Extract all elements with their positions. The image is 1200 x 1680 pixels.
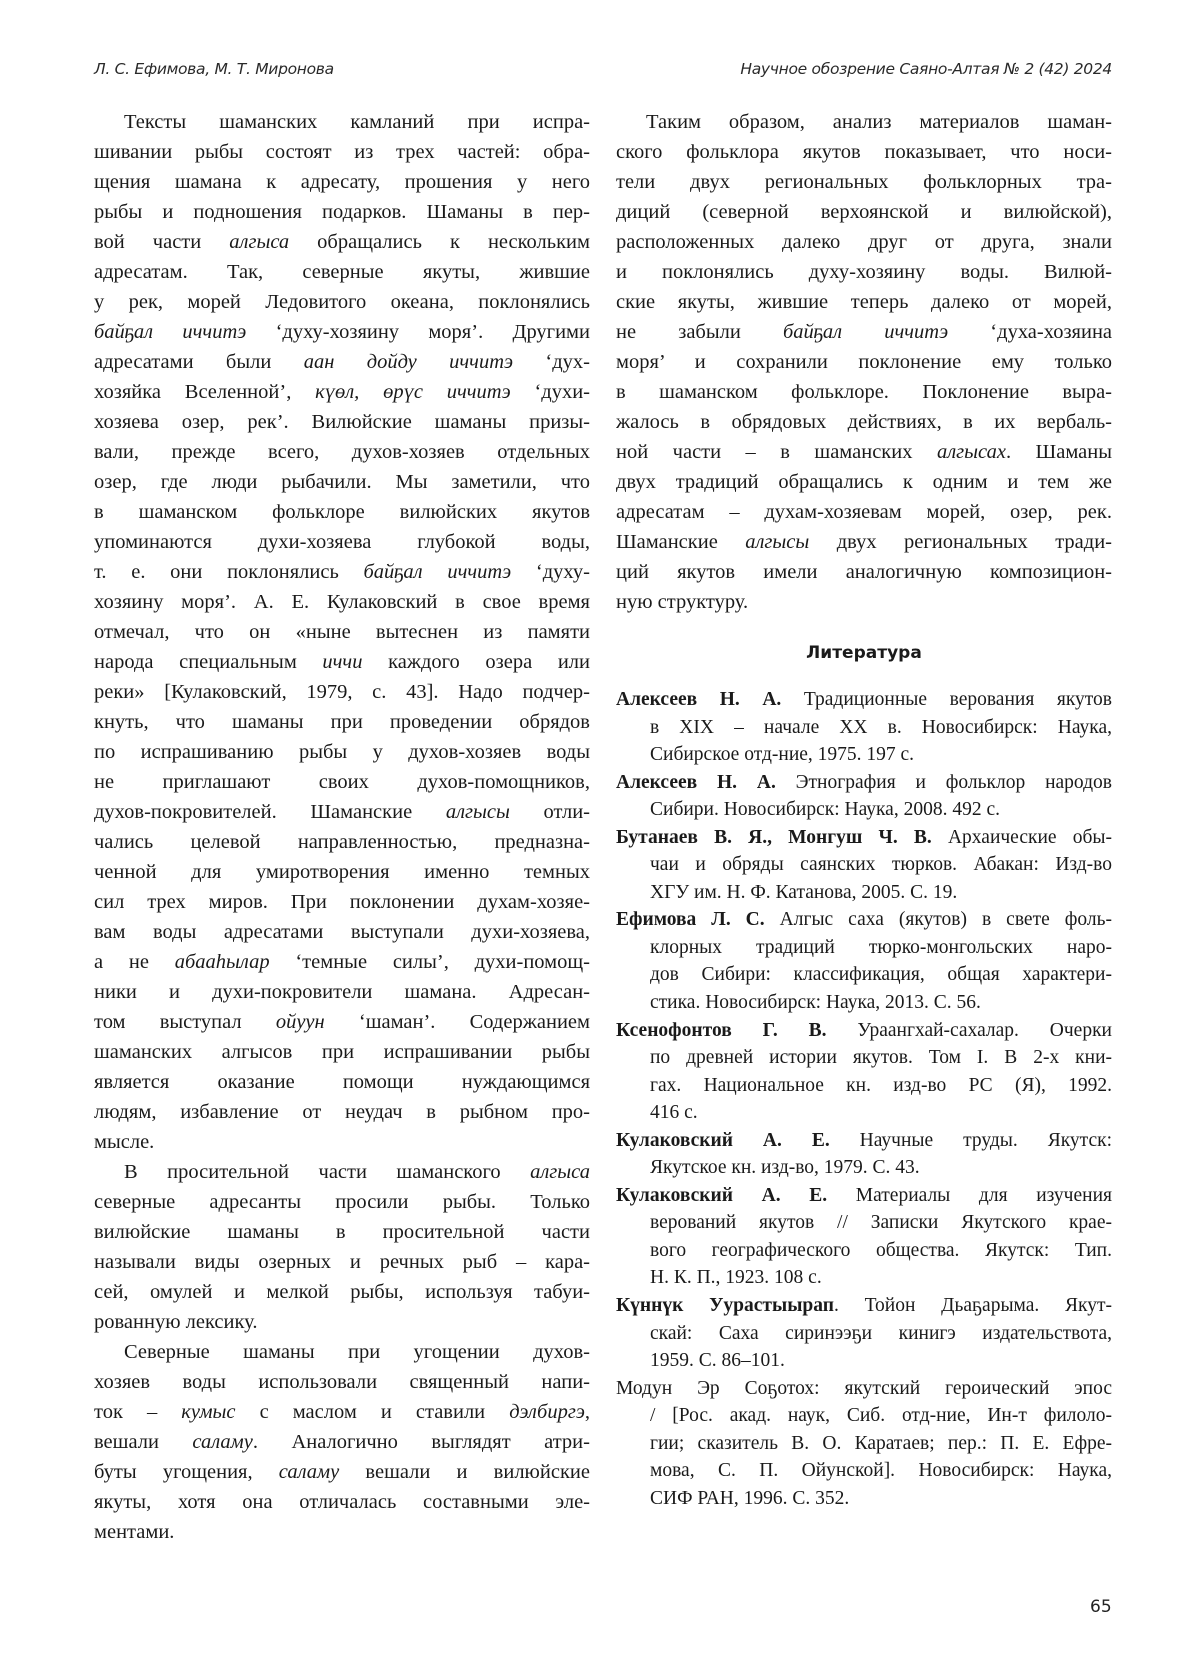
- text-run: ‘духу-хозяину моря’. Другими: [246, 321, 590, 343]
- reference-line: [616, 1264, 1112, 1292]
- text-run: ‘духа-хозяина: [948, 321, 1112, 343]
- yakut-term: аан дойду иччитэ: [304, 351, 513, 373]
- reference-line: [616, 1127, 1112, 1155]
- text-run: Модун Эр Соҕотох: якутский героический эпос: [616, 1378, 1112, 1399]
- text-run: Якутское кн. изд-во, 1979. С. 43.: [650, 1157, 920, 1178]
- text-run: по древней истории якутов. Том I. В 2-х кни-: [650, 1047, 1112, 1068]
- text-run: мысле.: [94, 1131, 154, 1153]
- running-header-authors: Л. С. Ефимова, М. Т. Миронова: [94, 60, 334, 78]
- text-run: сей, омулей и мелкой рыбы, используя табуи-: [94, 1281, 590, 1303]
- text-run: народа специальным: [94, 651, 322, 673]
- text-run: . Шаманы: [1006, 441, 1112, 463]
- paragraph: [616, 107, 1112, 617]
- text-run: . Аналогично выглядят атри-: [253, 1431, 590, 1453]
- text-run: Н. К. П., 1923. 108 с.: [650, 1267, 822, 1288]
- text-run: и поклонялись духу-хозяину воды. Вилюй-: [616, 261, 1112, 283]
- text-run: не приглашают своих духов-помощников,: [94, 771, 590, 793]
- text-run: жалось в обрядовых действиях, в их вербаль-: [616, 411, 1112, 433]
- text-line: [94, 947, 590, 977]
- text-run: верований якутов // Записки Якутского крае-: [650, 1212, 1112, 1233]
- text-line: [94, 1157, 590, 1187]
- left-column-text: [94, 107, 590, 1547]
- reference-item: [616, 906, 1112, 1016]
- text-run: хозяев воды использовали священный напи-: [94, 1371, 590, 1393]
- text-run: Научные труды. Якутск:: [830, 1130, 1112, 1151]
- text-line: [94, 887, 590, 917]
- reference-line: [616, 741, 1112, 769]
- text-run: называли виды озерных и речных рыб – кара-: [94, 1251, 590, 1273]
- text-run: Этнография и фольклор народов: [776, 772, 1112, 793]
- text-run: тели двух региональных фольклорных тра-: [616, 171, 1112, 193]
- text-line: [94, 617, 590, 647]
- text-run: хозяину моря’. А. Е. Кулаковский в свое время: [94, 591, 590, 613]
- text-run: у рек, морей Ледовитого океана, поклонялись: [94, 291, 590, 313]
- text-run: адресатам – духам-хозяевам морей, озер, рек.: [616, 501, 1112, 523]
- text-line: [94, 1307, 590, 1337]
- reference-author: Күннүк Уурастыырап: [616, 1295, 834, 1316]
- text-run: кнуть, что шаманы при проведении обрядов: [94, 711, 590, 733]
- text-line: [94, 737, 590, 767]
- reference-line: [616, 1402, 1112, 1430]
- text-line: [94, 557, 590, 587]
- reference-item: [616, 1127, 1112, 1182]
- text-run: людям, избавление от неудач в рыбном про-: [94, 1101, 590, 1123]
- text-run: вали, прежде всего, духов-хозяев отдельных: [94, 441, 590, 463]
- text-run: рыбы и подношения подарков. Шаманы в пер-: [94, 201, 590, 223]
- text-run: Северные шаманы при угощении духов-: [124, 1341, 590, 1363]
- text-line: [616, 527, 1112, 557]
- text-run: вилюйские шаманы в просительной части: [94, 1221, 590, 1243]
- text-run: Таким образом, анализ материалов шаман-: [646, 111, 1112, 133]
- text-run: озер, где люди рыбачили. Мы заметили, что: [94, 471, 590, 493]
- text-line: [94, 467, 590, 497]
- paragraph: [94, 107, 590, 1157]
- text-line: [94, 1067, 590, 1097]
- yakut-term: саламу: [279, 1461, 339, 1483]
- text-line: [94, 1127, 590, 1157]
- text-run: якуты, хотя она отличалась составными эле-: [94, 1491, 590, 1513]
- text-run: рованную лексику.: [94, 1311, 257, 1333]
- page-number: 65: [1090, 1597, 1112, 1617]
- text-run: отмечал, что он «ныне вытеснен из памяти: [94, 621, 590, 643]
- reference-line: [616, 1099, 1112, 1127]
- text-line: [94, 257, 590, 287]
- text-run: щения шамана к адресату, прошения у него: [94, 171, 590, 193]
- text-line: [94, 197, 590, 227]
- text-run: ченной для умиротворения именно темных: [94, 861, 590, 883]
- text-run: Ураангхай-сахалар. Очерки: [827, 1020, 1113, 1041]
- text-line: [616, 197, 1112, 227]
- text-line: [616, 257, 1112, 287]
- yakut-term: байҕал иччитэ: [364, 561, 512, 583]
- reference-item: [616, 1182, 1112, 1292]
- text-line: [616, 167, 1112, 197]
- text-run: является оказание помощи нуждающимся: [94, 1071, 590, 1093]
- text-run: вам воды адресатами выступали духи-хозяева,: [94, 921, 590, 943]
- reference-author: Кулаковский А. Е.: [616, 1185, 827, 1206]
- text-run: мова, С. П. Ойунской]. Новосибирск: Наука,: [650, 1460, 1112, 1481]
- text-run: 416 с.: [650, 1102, 698, 1123]
- text-run: ‘духи-: [511, 381, 590, 403]
- yakut-term: саламу: [192, 1431, 252, 1453]
- text-run: ского фольклора якутов показывает, что носи-: [616, 141, 1112, 163]
- text-run: реки» [Кулаковский, 1979, с. 43]. Надо подчер-: [94, 681, 590, 703]
- text-run: Материалы для изучения: [827, 1185, 1112, 1206]
- text-run: том выступал: [94, 1011, 276, 1033]
- yakut-term: ойуун: [276, 1011, 325, 1033]
- reference-item: [616, 824, 1112, 907]
- reference-line: [616, 1044, 1112, 1072]
- text-run: СИФ РАН, 1996. С. 352.: [650, 1488, 849, 1509]
- text-run: / [Рос. акад. наук, Сиб. отд-ние, Ин-т филоло-: [650, 1405, 1112, 1426]
- reference-line: [616, 851, 1112, 879]
- reference-line: [616, 1072, 1112, 1100]
- text-line: [94, 1427, 590, 1457]
- reference-line: [616, 686, 1112, 714]
- text-line: [94, 317, 590, 347]
- text-run: шивании рыбы состоят из трех частей: обра-: [94, 141, 590, 163]
- text-line: [94, 377, 590, 407]
- text-line: [94, 1007, 590, 1037]
- text-run: моря’ и сохранили поклонение ему только: [616, 351, 1112, 373]
- reference-line: [616, 934, 1112, 962]
- yakut-term: алгысы: [745, 531, 809, 553]
- text-run: клорных традиций тюрко-монгольских наро-: [650, 937, 1112, 958]
- text-run: в XIX – начале XX в. Новосибирск: Наука,: [650, 717, 1112, 738]
- text-line: [616, 377, 1112, 407]
- text-run: упоминаются духи-хозяева глубокой воды,: [94, 531, 590, 553]
- text-line: [94, 797, 590, 827]
- text-run: ские якуты, жившие теперь далеко от морей,: [616, 291, 1112, 313]
- reference-line: [616, 1292, 1112, 1320]
- yakut-term: байҕал иччитэ: [783, 321, 948, 343]
- text-line: [94, 977, 590, 1007]
- reference-line: [616, 1154, 1112, 1182]
- text-run: двух региональных тради-: [809, 531, 1112, 553]
- text-line: [94, 917, 590, 947]
- paragraph: [94, 1157, 590, 1337]
- text-line: [94, 827, 590, 857]
- text-run: Алгыс саха (якутов) в свете фоль-: [765, 909, 1112, 930]
- reference-author: Кулаковский А. Е.: [616, 1130, 830, 1151]
- reference-line: [616, 879, 1112, 907]
- text-line: [94, 647, 590, 677]
- text-line: [94, 1517, 590, 1547]
- reference-item: [616, 686, 1112, 769]
- text-line: [94, 1397, 590, 1427]
- reference-line: [616, 1375, 1112, 1403]
- text-run: чаи и обряды саянских тюрков. Абакан: Изд-во: [650, 854, 1112, 875]
- text-line: [94, 1277, 590, 1307]
- text-run: ‘духу-: [511, 561, 590, 583]
- text-run: шаманских алгысов при испрашивании рыбы: [94, 1041, 590, 1063]
- text-line: [616, 137, 1112, 167]
- text-run: а не: [94, 951, 175, 973]
- text-run: обращались к нескольким: [289, 231, 590, 253]
- text-run: В просительной части шаманского: [124, 1161, 530, 1183]
- text-run: не забыли: [616, 321, 783, 343]
- reference-author: Бутанаев В. Я., Монгуш Ч. В.: [616, 827, 932, 848]
- text-line: [616, 317, 1112, 347]
- text-run: расположенных далеко друг от друга, знали: [616, 231, 1112, 253]
- reference-line: [616, 1347, 1112, 1375]
- reference-line: [616, 1209, 1112, 1237]
- yakut-term: абааһылар: [175, 951, 270, 973]
- text-line: [94, 1097, 590, 1127]
- reference-author: Ефимова Л. С.: [616, 909, 765, 930]
- text-line: [94, 137, 590, 167]
- reference-line: [616, 824, 1112, 852]
- text-line: [94, 1217, 590, 1247]
- reference-item: [616, 769, 1112, 824]
- text-line: [616, 107, 1112, 137]
- text-run: дов Сибири: классификация, общая характери-: [650, 964, 1112, 985]
- text-line: [94, 1187, 590, 1217]
- text-line: [94, 287, 590, 317]
- text-run: отли-: [510, 801, 590, 823]
- reference-line: [616, 1457, 1112, 1485]
- text-run: вешали и вилюйские: [339, 1461, 590, 1483]
- text-run: чались целевой направленностью, предназна-: [94, 831, 590, 853]
- text-run: т. е. они поклонялись: [94, 561, 364, 583]
- text-run: адресатам. Так, северные якуты, жившие: [94, 261, 590, 283]
- yakut-term: кумыс: [181, 1401, 235, 1423]
- text-line: [94, 1487, 590, 1517]
- text-line: [94, 857, 590, 887]
- text-line: [94, 1037, 590, 1067]
- reference-line: [616, 1017, 1112, 1045]
- text-line: [94, 1457, 590, 1487]
- text-run: ную структуру.: [616, 591, 748, 613]
- text-run: вого географического общества. Якутск: Тип.: [650, 1240, 1112, 1261]
- text-run: хозяйка Вселенной’,: [94, 381, 315, 403]
- text-run: ники и духи-покровители шамана. Адресан-: [94, 981, 590, 1003]
- text-run: Сибири. Новосибирск: Наука, 2008. 492 с.: [650, 799, 1000, 820]
- text-line: [94, 1367, 590, 1397]
- references-list: [616, 686, 1112, 1512]
- text-run: в шаманском фольклоре вилюйских якутов: [94, 501, 590, 523]
- text-run: северные адресанты просили рыбы. Только: [94, 1191, 590, 1213]
- text-run: Архаические обы-: [932, 827, 1112, 848]
- text-run: скай: Саха сиринээҕи кинигэ издательствота,: [650, 1323, 1112, 1344]
- text-run: двух традиций обращались к одним и тем же: [616, 471, 1112, 493]
- text-line: [94, 527, 590, 557]
- right-column-text: [616, 107, 1112, 617]
- text-run: ХГУ им. Н. Ф. Катанова, 2005. С. 19.: [650, 882, 957, 903]
- text-line: [94, 497, 590, 527]
- text-line: [616, 497, 1112, 527]
- text-run: Шаманские: [616, 531, 745, 553]
- reference-line: [616, 1430, 1112, 1458]
- reference-author: Алексеев Н. А.: [616, 689, 781, 710]
- yakut-term: алгысах: [937, 441, 1006, 463]
- text-line: [94, 227, 590, 257]
- text-line: [94, 407, 590, 437]
- text-run: сил трех миров. При поклонении духам-хозяе-: [94, 891, 590, 913]
- text-line: [616, 557, 1112, 587]
- reference-author: Алексеев Н. А.: [616, 772, 776, 793]
- reference-line: [616, 1485, 1112, 1513]
- text-run: ‘дух-: [513, 351, 590, 373]
- text-run: вой части: [94, 231, 229, 253]
- yakut-term: алгысы: [446, 801, 510, 823]
- text-run: ‘шаман’. Содержанием: [325, 1011, 590, 1033]
- text-run: буты угощения,: [94, 1461, 279, 1483]
- text-run: адресатами были: [94, 351, 304, 373]
- text-run: в шаманском фольклоре. Поклонение выра-: [616, 381, 1112, 403]
- text-line: [616, 407, 1112, 437]
- text-run: ной части – в шаманских: [616, 441, 937, 463]
- text-run: ток –: [94, 1401, 181, 1423]
- text-line: [616, 437, 1112, 467]
- text-line: [616, 467, 1112, 497]
- reference-line: [616, 1320, 1112, 1348]
- text-line: [616, 347, 1112, 377]
- text-run: с маслом и ставили: [236, 1401, 510, 1423]
- text-run: ,: [585, 1401, 590, 1423]
- reference-line: [616, 989, 1112, 1017]
- running-header-journal: Научное обозрение Саяно-Алтая № 2 (42) 2024: [740, 60, 1112, 78]
- text-run: Тексты шаманских камланий при испра-: [124, 111, 590, 133]
- yakut-term: байҕал иччитэ: [94, 321, 246, 343]
- text-run: гах. Национальное кн. изд-во РС (Я), 1992.: [650, 1075, 1112, 1096]
- text-line: [94, 347, 590, 377]
- text-line: [616, 287, 1112, 317]
- yakut-term: дэлбиргэ: [509, 1401, 585, 1423]
- reference-line: [616, 796, 1112, 824]
- text-run: хозяева озер, рек’. Вилюйские шаманы призы-: [94, 411, 590, 433]
- text-line: [94, 167, 590, 197]
- reference-line: [616, 906, 1112, 934]
- text-run: 1959. С. 86–101.: [650, 1350, 785, 1371]
- text-run: духов-покровителей. Шаманские: [94, 801, 446, 823]
- text-run: . Тойон Дьаҕарыма. Якут-: [834, 1295, 1112, 1316]
- text-line: [94, 677, 590, 707]
- text-line: [94, 437, 590, 467]
- reference-line: [616, 961, 1112, 989]
- yakut-term: алгыса: [229, 231, 289, 253]
- text-run: по испрашиванию рыбы у духов-хозяев воды: [94, 741, 590, 763]
- reference-line: [616, 1237, 1112, 1265]
- reference-item: [616, 1375, 1112, 1513]
- text-line: [94, 707, 590, 737]
- text-line: [94, 1337, 590, 1367]
- reference-author: Ксенофонтов Г. В.: [616, 1020, 827, 1041]
- reference-item: [616, 1292, 1112, 1375]
- text-run: ментами.: [94, 1521, 174, 1543]
- text-line: [94, 767, 590, 797]
- text-run: ций якутов имели аналогичную композицион-: [616, 561, 1112, 583]
- text-run: гии; сказитель В. О. Каратаев; пер.: П. Е. Ефре-: [650, 1433, 1112, 1454]
- reference-line: [616, 714, 1112, 742]
- text-run: вешали: [94, 1431, 192, 1453]
- text-line: [94, 107, 590, 137]
- text-line: [616, 227, 1112, 257]
- references-heading: Литература: [616, 643, 1112, 663]
- reference-line: [616, 769, 1112, 797]
- reference-item: [616, 1017, 1112, 1127]
- reference-line: [616, 1182, 1112, 1210]
- yakut-term: алгыса: [530, 1161, 590, 1183]
- yakut-term: күөл, өрүс иччитэ: [315, 381, 511, 403]
- text-line: [94, 1247, 590, 1277]
- text-run: Сибирское отд-ние, 1975. 197 с.: [650, 744, 914, 765]
- text-line: [616, 587, 1112, 617]
- text-run: Традиционные верования якутов: [781, 689, 1112, 710]
- yakut-term: иччи: [322, 651, 362, 673]
- text-run: диций (северной верхоянской и вилюйской),: [616, 201, 1112, 223]
- text-run: каждого озера или: [362, 651, 590, 673]
- paragraph: [94, 1337, 590, 1547]
- text-run: стика. Новосибирск: Наука, 2013. С. 56.: [650, 992, 981, 1013]
- text-run: ‘темные силы’, духи-помощ-: [270, 951, 590, 973]
- text-line: [94, 587, 590, 617]
